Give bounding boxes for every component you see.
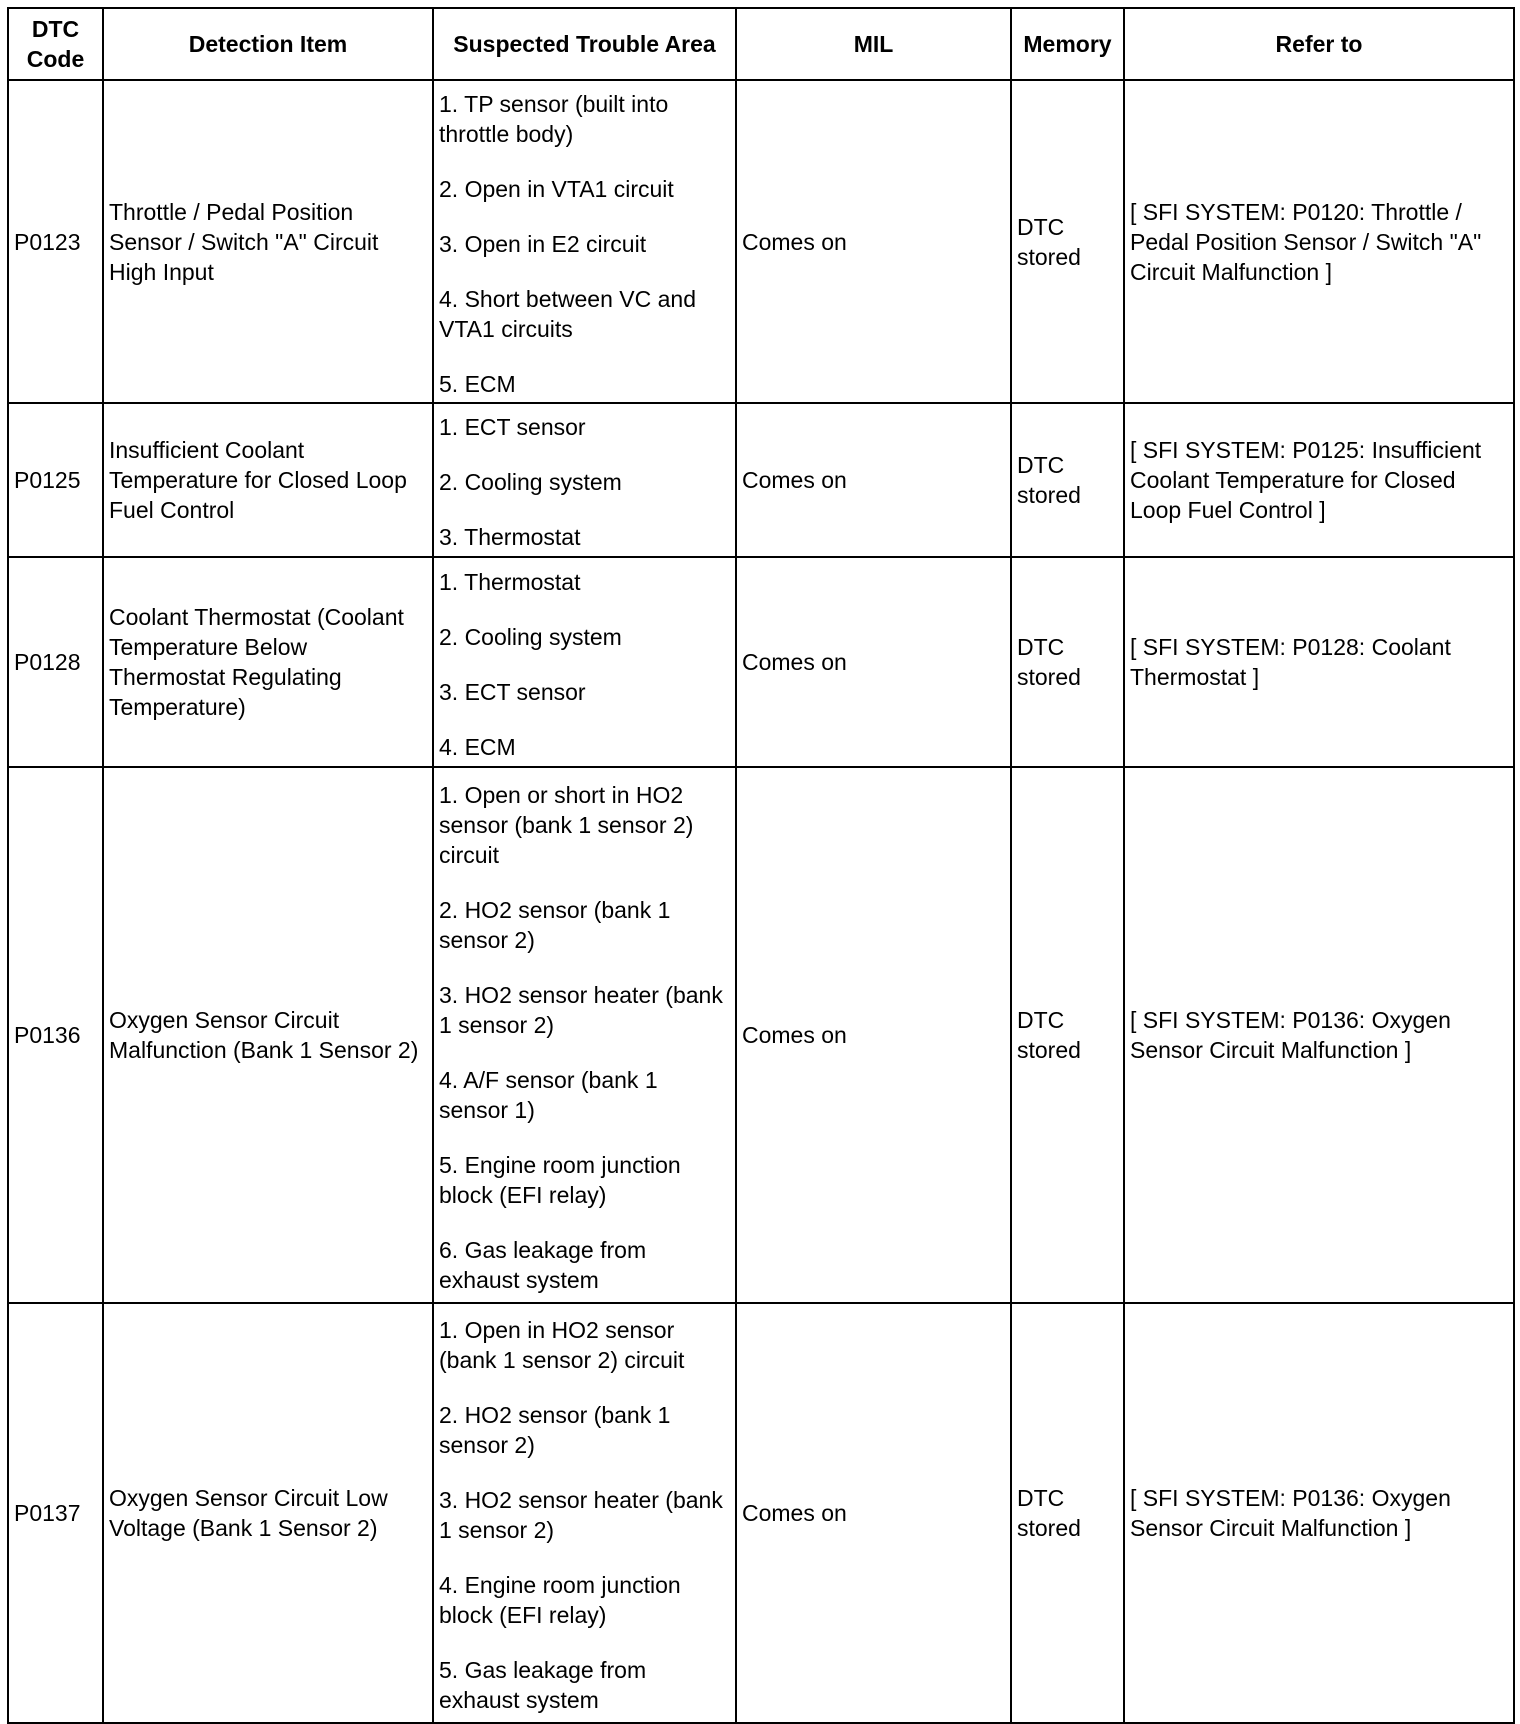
- memory-cell: DTC stored: [1011, 403, 1124, 557]
- dtc-code-cell: P0136: [8, 767, 103, 1303]
- suspected-trouble-area-cell: [433, 403, 736, 557]
- trouble-area-item: 2. Open in VTA1 circuit: [439, 175, 674, 202]
- refer-to-cell: [ SFI SYSTEM: P0136: Oxygen Sensor Circuit Malfunction ]: [1124, 767, 1514, 1303]
- trouble-area-item: 1. Open in HO2 sensor (bank 1 sensor 2) circuit: [439, 1317, 685, 1373]
- dtc-table-body: [8, 80, 1514, 1723]
- trouble-area-item: 3. Thermostat: [439, 524, 581, 550]
- mil-cell: Comes on: [736, 1303, 1011, 1723]
- header-dtc-code: DTC Code: [8, 8, 103, 80]
- mil-cell: Comes on: [736, 80, 1011, 403]
- memory-cell: DTC stored: [1011, 1303, 1124, 1723]
- mil-cell: Comes on: [736, 557, 1011, 767]
- refer-to-cell: [ SFI SYSTEM: P0120: Throttle / Pedal Position Sensor / Switch "A" Circuit Malfunction ]: [1124, 80, 1514, 403]
- header-suspected-trouble-area: Suspected Trouble Area: [433, 8, 736, 80]
- detection-item-cell: Oxygen Sensor Circuit Low Voltage (Bank 1 Sensor 2): [103, 1303, 433, 1723]
- header-row: [8, 8, 1514, 80]
- dtc-code-cell: P0123: [8, 80, 103, 403]
- trouble-area-item: 3. ECT sensor: [439, 678, 586, 705]
- dtc-code-cell: P0128: [8, 557, 103, 767]
- trouble-area-item: 2. Cooling system: [439, 623, 622, 650]
- trouble-area-item: 2. HO2 sensor (bank 1 sensor 2): [439, 896, 671, 953]
- header-detection-item: Detection Item: [103, 8, 433, 80]
- table-row: [8, 80, 1514, 403]
- dtc-code-cell: P0137: [8, 1303, 103, 1723]
- trouble-area-item: 4. A/F sensor (bank 1 sensor 1): [439, 1066, 658, 1123]
- detection-item-cell: Insufficient Coolant Temperature for Closed Loop Fuel Control: [103, 403, 433, 557]
- dtc-table-header: [8, 8, 1514, 80]
- dtc-code-cell: P0125: [8, 403, 103, 557]
- trouble-area-item: 5. Gas leakage from exhaust system: [439, 1657, 647, 1713]
- trouble-area-item: 4. Short between VC and VTA1 circuits: [439, 285, 696, 342]
- memory-cell: DTC stored: [1011, 767, 1124, 1303]
- detection-item-cell: Coolant Thermostat (Coolant Temperature Below Thermostat Regulating Temperature): [103, 557, 433, 767]
- trouble-area-item: 6. Gas leakage from exhaust system: [439, 1236, 647, 1293]
- suspected-trouble-area-cell: [433, 80, 736, 403]
- trouble-area-item: 4. ECM: [439, 733, 516, 760]
- trouble-area-item: 1. TP sensor (built into throttle body): [439, 90, 669, 147]
- header-memory: Memory: [1011, 8, 1124, 80]
- detection-item-cell: Oxygen Sensor Circuit Malfunction (Bank 1 Sensor 2): [103, 767, 433, 1303]
- suspected-trouble-area-cell: [433, 557, 736, 767]
- mil-cell: Comes on: [736, 767, 1011, 1303]
- table-row: [8, 557, 1514, 767]
- trouble-area-item: 4. Engine room junction block (EFI relay): [439, 1572, 681, 1628]
- refer-to-cell: [ SFI SYSTEM: P0128: Coolant Thermostat ]: [1124, 557, 1514, 767]
- trouble-area-item: 2. Cooling system: [439, 469, 622, 495]
- mil-cell: Comes on: [736, 403, 1011, 557]
- trouble-area-item: 1. ECT sensor: [439, 414, 586, 440]
- suspected-trouble-area-cell: [433, 767, 736, 1303]
- trouble-area-item: 3. HO2 sensor heater (bank 1 sensor 2): [439, 981, 723, 1038]
- refer-to-cell: [ SFI SYSTEM: P0136: Oxygen Sensor Circuit Malfunction ]: [1124, 1303, 1514, 1723]
- table-row: [8, 767, 1514, 1303]
- trouble-area-item: 5. Engine room junction block (EFI relay): [439, 1151, 681, 1208]
- header-refer-to: Refer to: [1124, 8, 1514, 80]
- detection-item-cell: Throttle / Pedal Position Sensor / Switch "A" Circuit High Input: [103, 80, 433, 403]
- refer-to-cell: [ SFI SYSTEM: P0125: Insufficient Coolant Temperature for Closed Loop Fuel Control ]: [1124, 403, 1514, 557]
- header-mil: MIL: [736, 8, 1011, 80]
- trouble-area-item: 5. ECM: [439, 370, 516, 397]
- suspected-trouble-area-cell: [433, 1303, 736, 1723]
- trouble-area-item: 1. Open or short in HO2 sensor (bank 1 sensor 2) circuit: [439, 781, 694, 868]
- trouble-area-item: 1. Thermostat: [439, 568, 581, 595]
- memory-cell: DTC stored: [1011, 557, 1124, 767]
- dtc-table: [7, 7, 1515, 1724]
- trouble-area-item: 3. HO2 sensor heater (bank 1 sensor 2): [439, 1487, 723, 1543]
- trouble-area-item: 2. HO2 sensor (bank 1 sensor 2): [439, 1402, 671, 1458]
- trouble-area-item: 3. Open in E2 circuit: [439, 230, 647, 257]
- table-row: [8, 403, 1514, 557]
- table-row: [8, 1303, 1514, 1723]
- memory-cell: DTC stored: [1011, 80, 1124, 403]
